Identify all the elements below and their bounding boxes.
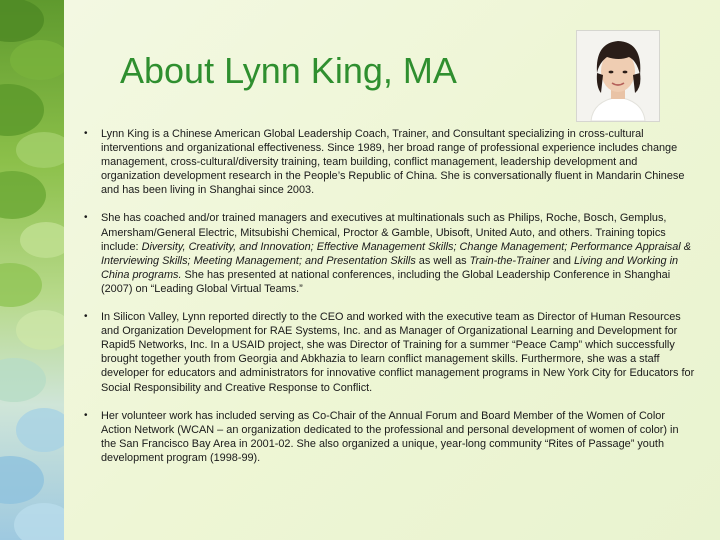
bullet-item	[84, 211, 696, 296]
portrait-icon	[577, 31, 659, 121]
bullet-item	[84, 127, 696, 197]
slide-title: About Lynn King, MA	[120, 50, 457, 91]
bullet-text-segment: She has presented at national conferences, including the Global Leadership Conference in Shanghai (2007) on “Leading Global Virtual Teams.”	[101, 268, 671, 295]
bullet-text-segment: and	[549, 254, 574, 267]
bullet-text	[101, 409, 696, 465]
bullet-text-segment: In Silicon Valley, Lynn reported directly to the CEO and worked with the executive team as Director of Human Resources and Organization Development for RAE Systems, Inc. and as Manager of Organizational Learning and Development for Rapid5 Networks, Inc. In a USAID project, she was Director of Training for a summer “Peace Camp” which successfully brought together youth from Georgia and Abkhazia to learn conflict management skills. Furthermore, she was a staff developer for educators and administrators for innovative conflict management programs in New York City for Educators for Social Responsibility and Creative Response to Conflict.	[101, 311, 695, 394]
bullet-text-segment: as well as	[415, 254, 470, 267]
portrait-photo	[576, 30, 660, 122]
bullet-text-segment: Her volunteer work has included serving as Co-Chair of the Annual Forum and Board Member of the Women of Color Action Network (WCAN – an organization dedicated to the professional and personal development of women of color) in the San Francisco Bay Area in 2001-02. She also organized a unique, year-long community “Rites of Passage” youth development program (1998-99).	[101, 409, 679, 464]
leaf-decoration-strip	[0, 0, 68, 540]
bullet-item	[84, 409, 696, 465]
bullet-text-italic: Train-the-Trainer	[469, 254, 550, 267]
bullet-item	[84, 310, 696, 395]
bullet-list	[84, 127, 696, 479]
bullet-text-italic: Diversity, Creativity, and Innovation; Effective Management Skills; Change Management; Performance Appraisal & Interviewing Skills; Meeting Management; and Presentation Skills	[101, 240, 692, 267]
bullet-text	[101, 211, 696, 296]
bullet-marker: •	[84, 128, 88, 139]
bullet-text	[101, 127, 696, 197]
bullet-text-segment: Lynn King is a Chinese American Global Leadership Coach, Trainer, and Consultant specializing in cross-cultural interventions and organizational effectiveness. Since 1989, her broad range of professional experience includes change management, cross-cultural/diversity training, team building, conflict management, leadership development and organization development research in the People’s Republic of China. She is conversationally fluent in Mandarin Chinese and has been living in Shanghai since 2003.	[101, 128, 685, 197]
bullet-marker: •	[84, 212, 88, 224]
bullet-text-segment: She has coached and/or trained managers and executives at multinationals such as Philips, Roche, Bosch, Gemplus, Amersham/General Electric, Mitsubishi Chemical, Proctor & Gamble, Ubisoft, United Auto, and others. Training topics include:	[101, 212, 667, 253]
bullet-marker: •	[84, 311, 88, 323]
leaf-decoration-icon	[0, 0, 68, 540]
bullet-marker: •	[84, 409, 88, 421]
bullet-text-italic: Living and Working in China programs.	[101, 254, 679, 281]
bullet-text	[101, 310, 696, 395]
